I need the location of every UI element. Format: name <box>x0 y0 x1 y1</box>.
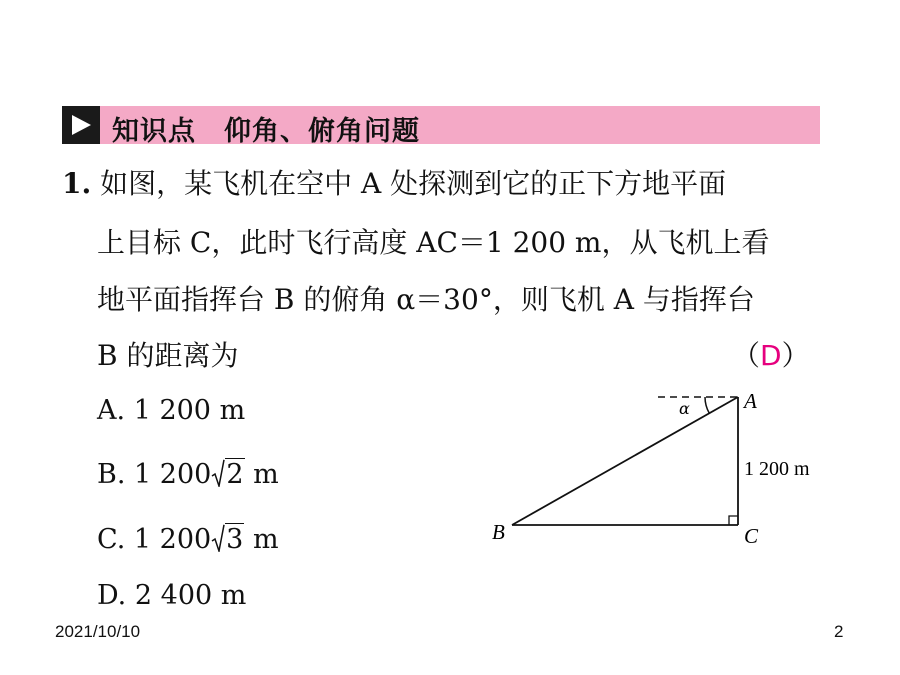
question-line-1 <box>62 166 726 202</box>
option-label: B. <box>97 459 126 490</box>
option-value: 1 200 <box>133 524 212 555</box>
sqrt-symbol <box>211 522 244 558</box>
option-d[interactable] <box>97 578 246 614</box>
question-text: 如图，某飞机在空中 A 处探测到它的正下方地平面 <box>100 167 727 200</box>
footer-page-number: 2 <box>834 622 844 641</box>
question-line-3: 地平面指挥台 B 的俯角 α＝30°，则飞机 A 与指挥台 <box>97 283 755 316</box>
option-c[interactable] <box>97 522 279 558</box>
play-triangle-icon <box>62 106 100 144</box>
height-label: 1 200 m <box>744 458 810 480</box>
option-value: 1 200 m <box>133 395 246 426</box>
question-line-2: 上目标 C，此时飞行高度 AC＝1 200 m，从飞机上看 <box>97 226 770 259</box>
section-title: 知识点 仰角、俯角问题 <box>112 116 420 147</box>
footer-date: 2021/10/10 <box>55 622 141 641</box>
angle-label: α <box>679 399 690 418</box>
radicand: 2 <box>226 459 244 490</box>
section-banner <box>62 106 820 147</box>
sqrt-symbol <box>211 457 244 493</box>
question-number: 1. <box>62 167 92 200</box>
option-unit: m <box>253 459 279 490</box>
vertex-b-label: B <box>492 520 505 544</box>
side-ab <box>512 397 738 525</box>
option-unit: m <box>252 524 279 555</box>
triangle-diagram <box>480 380 840 560</box>
option-label: C. <box>97 524 126 555</box>
answer-bracket <box>732 338 810 374</box>
angle-arc <box>705 397 709 413</box>
radicand: 3 <box>226 524 244 555</box>
option-label: A. <box>97 395 126 426</box>
option-a[interactable] <box>97 393 245 429</box>
option-label: D. <box>97 580 127 611</box>
right-angle-mark <box>729 516 738 525</box>
answer-close: ） <box>781 339 810 372</box>
option-value: 1 200 <box>134 459 212 490</box>
question-line-4: B 的距离为 <box>97 339 239 372</box>
option-value: 2 400 m <box>134 580 247 611</box>
vertex-c-label: C <box>744 524 759 548</box>
vertex-a-label: A <box>744 389 757 413</box>
answer-letter: D <box>760 339 782 372</box>
answer-open: （ <box>732 339 761 372</box>
option-b[interactable] <box>97 457 279 493</box>
